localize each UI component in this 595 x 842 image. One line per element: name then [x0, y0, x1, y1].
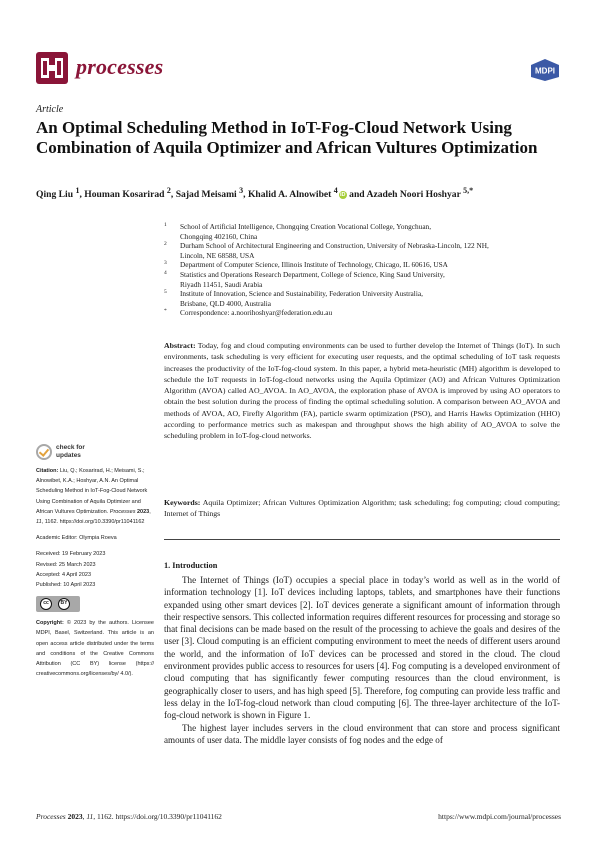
author-name: Qing Liu: [36, 189, 74, 201]
section-divider: [164, 539, 560, 540]
received-date: Received: 19 February 2023: [36, 551, 106, 558]
revised-date: Revised: 25 March 2023: [36, 561, 96, 568]
abstract-text: Today, fog and cloud computing environments can be used to further develop the Internet of Things (IoT). In such environments, task scheduling is very efficient for executing user requests, and the optimal scheduling of IoT task requests increases the productivity of the IoT-fog-cloud system. In this paper, a hybrid meta-heuristic (MH) algorithm is developed to schedule the IoT requests in IoT-fog-cloud networks using the Aquila Optimizer (AO) and African Vultures Optimization Algorithm (AVOA) called AO_AVOA. In AO_AVOA, the exploration phase of AVOA is improved by using AO operators to obtain the best solution during the process of finding the optimal scheduling solution. A comparison between AO_AVOA and methods of AVOA, AO, Firefly Algorithm (FA), particle swarm optimization (PSO), and Harris Hawks Optimization (HHO) according to performance metrics such as makespan and throughput shows the high ability of AO_AVOA to solve the scheduling problem in IoT-fog-cloud networks.: [164, 341, 560, 441]
cc-icon: cc: [40, 598, 52, 610]
affiliation-item: 2 Durham School of Architectural Engineering and Construction, University of Nebraska-Lincoln, 122 NH, Lincoln, NE 68588, USA: [164, 241, 489, 260]
correspondence: * Correspondence: a.noorihoshyar@federation.edu.au: [164, 308, 333, 318]
keywords-text: Aquila Optimizer; African Vultures Optimization Algorithm; task scheduling; fog computing; cloud computing; Internet of Things: [164, 498, 560, 519]
check-updates-line2: updates: [56, 452, 81, 459]
author-name: Sajad Meisami: [175, 189, 237, 201]
mdpi-logo-icon: [529, 58, 561, 82]
author-name: Khalid A. Alnowibet: [247, 189, 332, 201]
keywords-label: Keywords:: [164, 498, 201, 507]
academic-editor: Academic Editor: Olympia Roeva: [36, 535, 117, 542]
check-for-updates-badge[interactable]: [36, 442, 106, 464]
author-name: Azadeh Noori Hoshyar: [366, 189, 461, 201]
affiliation-item: 4 Statistics and Operations Research Department, College of Science, King Saud University, Riyadh 11451, Saudi Arabia: [164, 269, 445, 289]
sidebar: [36, 466, 154, 679]
paragraph: The highest layer includes servers in the cloud environment that can store and process significant amounts of user data. The middle layer consists of fog nodes and the edge of: [164, 722, 560, 745]
citation: Citation: Liu, Q.; Kosarirad, H.; Meisami, S.; Alnowibet, K.A.; Hoshyar, A.N. An Optimal Scheduling Method in IoT-Fog-Cloud Network Using Combination of Aquila Optimizer and African Vultures Optimization. Processes 2023, 11, 1162. https://doi.org/10.3390/pr11041162: [36, 468, 151, 526]
orcid-icon[interactable]: iD: [340, 192, 346, 199]
checkmark-icon: [36, 444, 52, 460]
affiliation-item: 3 Department of Computer Science, Illinois Institute of Technology, Chicago, IL 60616, USA: [164, 260, 448, 270]
keywords: [164, 497, 560, 520]
processes-logo-icon: [36, 52, 68, 84]
mdpi-logo-text: MDPI: [535, 66, 555, 76]
cc-by-license-icon[interactable]: [36, 596, 80, 612]
author-list: Qing Liu $^1$, Houman Kosarirad $^2$, Sajad Meisami $^3$, Khalid A. Alnowibet $^4$iD and Azadeh Noori Hoshyar $^{5,*}$: [36, 186, 474, 201]
journal-header: [36, 52, 561, 86]
article-type: Article: [36, 104, 64, 115]
author-affil-sup: 4: [333, 186, 338, 195]
author-affil-sup: 2: [166, 186, 171, 195]
affiliation-item: 1 School of Artificial Intelligence, Chongqing Creation Vocational College, Yongchuan, Chongqing 402160, China: [164, 222, 432, 241]
body-text: [164, 574, 560, 746]
journal-name: processes: [76, 54, 164, 79]
check-updates-line1: check for: [56, 444, 85, 451]
abstract-label: Abstract:: [164, 341, 196, 350]
footer-citation: Processes 2023, 11, 1162. https://doi.org/10.3390/pr11041162: [36, 812, 222, 821]
author-affil-sup: 5,*: [463, 186, 474, 195]
author-affil-sup: 3: [239, 186, 244, 195]
affiliations: [164, 222, 564, 318]
author-name: Houman Kosarirad: [84, 189, 165, 201]
footer-journal-link[interactable]: https://www.mdpi.com/journal/processes: [438, 812, 561, 821]
published-date: Published: 10 April 2023: [36, 582, 96, 589]
copyright-notice: Copyright: © 2023 by the authors. Licensee MDPI, Basel, Switzerland. This article is an open access article distributed under the terms and conditions of the Creative Commons Attribution (CC BY) license (https:// creativecommons.org/licenses/by/ 4.0/).: [36, 620, 154, 678]
page-title: An Optimal Scheduling Method in IoT-Fog-Cloud Network Using Combination of Aquila Optimizer and African Vultures Optimization: [36, 118, 538, 157]
accepted-date: Accepted: 4 April 2023: [36, 571, 92, 578]
affiliation-item: 5 Institute of Innovation, Science and Sustainability, Federation University Australia, Brisbane, QLD 4000, Australia: [164, 289, 423, 308]
by-icon: BY: [58, 598, 70, 610]
section-heading: 1. Introduction: [164, 561, 218, 570]
paragraph: The Internet of Things (IoT) occupies a special place in today’s world as well as in the world of information technology [1]. IoT devices including laptops, tablets, and smartphones have their functions expanded using other smart devices [2]. IoT devices generate a significant amount of information through their respective sensors. This collected information requires different resources for processing and storage so that final decisions can be made based on the result of the processing to achieve the goals and desires of the user [3]. Cloud computing is an efficient computing environment to meet the needs of different users around the world, and the information of IoT devices can be processed and stored in the cloud. The cloud environment provides public access to resources for users [4]. Fog computing is a developed environment of cloud computing that has significantly fewer computing resources than the cloud environment, is geographically closer to users, and has high speed [5]. Therefore, fog computing can provide less traffic and less delay in the IoT-fog-cloud network than cloud computing [6]. The three-layer architecture of the IoT-fog-cloud network is shown in Figure 1.: [164, 575, 560, 721]
abstract: [164, 340, 560, 442]
author-affil-sup: 1: [75, 186, 80, 195]
